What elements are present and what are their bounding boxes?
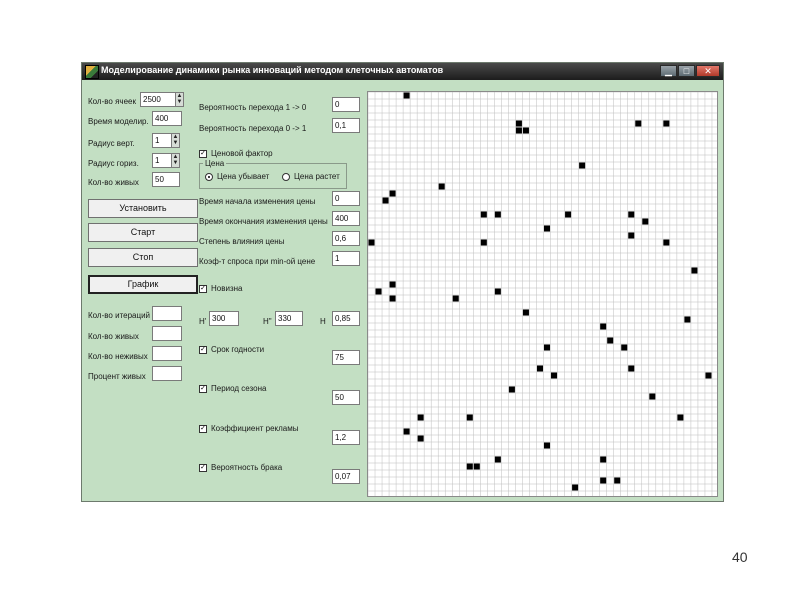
title-bar[interactable] <box>82 63 723 80</box>
alive-cell <box>635 121 641 127</box>
h2-input[interactable]: 330 <box>275 311 303 326</box>
alive-percent-label: Процент живых <box>88 372 146 381</box>
alive-cell <box>516 128 522 134</box>
alive-cell <box>684 317 690 323</box>
alive-cell <box>439 184 445 190</box>
alive-percent-field <box>152 366 182 381</box>
price-degree-input[interactable]: 0,6 <box>332 231 360 246</box>
shelf-life-checkbox[interactable]: ✓ <box>200 346 206 353</box>
alive-cell <box>544 345 550 351</box>
shelf-life-input[interactable]: 75 <box>332 350 360 365</box>
defect-label: Вероятность брака <box>211 463 283 472</box>
alive-cell <box>600 457 606 463</box>
time-input[interactable]: 400 <box>152 111 182 126</box>
alive-cell <box>614 478 620 484</box>
alive-cell <box>551 373 557 379</box>
prob-1-0-input[interactable]: 0 <box>332 97 360 112</box>
price-start-input[interactable]: 0 <box>332 191 360 206</box>
alive-cell <box>544 226 550 232</box>
radius-v-input[interactable]: 1 <box>152 133 172 148</box>
alive-cell <box>628 212 634 218</box>
slide-number: 40 <box>732 549 748 565</box>
alive-cell <box>663 121 669 127</box>
season-label: Период сезона <box>211 384 267 393</box>
alive-cell <box>474 464 480 470</box>
graph-button[interactable]: График <box>88 275 198 294</box>
price-end-input[interactable]: 400 <box>332 211 360 226</box>
alive-cell <box>523 310 529 316</box>
alive-cell <box>537 366 543 372</box>
alive-cell <box>600 478 606 484</box>
ad-coef-label: Коэффициент рекламы <box>211 424 299 433</box>
prob-1-0-label: Вероятность перехода 1 -> 0 <box>199 103 307 112</box>
alive-cell <box>390 296 396 302</box>
minimize-button[interactable]: ▁ <box>660 65 677 77</box>
alive-cell <box>523 128 529 134</box>
alive-cell <box>383 198 389 204</box>
alive-cell <box>495 212 501 218</box>
app-icon <box>85 65 99 79</box>
cells-label: Кол-во ячеек <box>88 97 136 106</box>
alive-cell <box>453 296 459 302</box>
app-window <box>81 62 724 502</box>
radius-h-label: Радиус гориз. <box>88 159 139 168</box>
h-label: Н <box>320 317 326 326</box>
alive-input[interactable]: 50 <box>152 172 180 187</box>
alive-cell <box>404 93 410 99</box>
iterations-label: Кол-во итераций <box>88 311 151 320</box>
alive-cell <box>376 289 382 295</box>
alive-cell <box>369 240 375 246</box>
alive-cell <box>495 457 501 463</box>
alive-cell <box>628 366 634 372</box>
ad-coef-checkbox[interactable]: ✓ <box>200 425 206 432</box>
stop-button[interactable]: Стоп <box>88 248 198 267</box>
alive-cell <box>572 485 578 491</box>
alive-cell <box>579 163 585 169</box>
alive-cell <box>621 345 627 351</box>
h1-label: Н' <box>199 317 207 326</box>
price-start-label: Время начала изменения цены <box>199 197 316 206</box>
alive-cell <box>495 289 501 295</box>
h2-label: Н" <box>263 317 272 326</box>
radius-h-spinner[interactable]: ▲ ▼ <box>172 154 179 166</box>
alive-cell <box>481 240 487 246</box>
alive-cell <box>663 240 669 246</box>
price-end-label: Время окончания изменения цены <box>199 217 328 226</box>
price-factor-checkbox[interactable]: ✓ <box>200 150 206 157</box>
prob-0-1-label: Вероятность перехода 0 -> 1 <box>199 124 307 133</box>
start-button[interactable]: Старт <box>88 223 198 242</box>
alive-cell <box>467 415 473 421</box>
radius-v-spinner[interactable]: ▲ ▼ <box>172 134 179 146</box>
demand-coef-label: Коэф-т спроса при min-ой цене <box>199 257 316 266</box>
maximize-button[interactable]: □ <box>678 65 695 77</box>
price-increases-radio[interactable] <box>282 173 290 181</box>
alive-label: Кол-во живых <box>88 178 139 187</box>
alive-cell <box>418 436 424 442</box>
alive-cell <box>705 373 711 379</box>
novelty-checkbox[interactable]: ✓ <box>200 285 206 292</box>
alive-count-field <box>152 326 182 341</box>
alive-cell <box>677 415 683 421</box>
alive-count-label: Кол-во живых <box>88 332 139 341</box>
dead-count-label: Кол-во неживых <box>88 352 148 361</box>
close-button[interactable]: ✕ <box>696 65 720 77</box>
price-decreases-radio[interactable] <box>205 173 213 181</box>
cells-input[interactable]: 2500 <box>140 92 176 107</box>
alive-cell <box>544 443 550 449</box>
ad-coef-input[interactable]: 1,2 <box>332 430 360 445</box>
alive-cell <box>390 191 396 197</box>
cellular-automaton-grid <box>367 91 718 497</box>
alive-cell <box>509 387 515 393</box>
shelf-life-label: Срок годности <box>211 345 265 354</box>
radius-h-input[interactable]: 1 <box>152 153 172 168</box>
alive-cell <box>691 268 697 274</box>
price-increases-label: Цена растет <box>294 172 340 181</box>
cells-spinner[interactable]: ▲ ▼ <box>176 93 183 105</box>
alive-cell <box>481 212 487 218</box>
window-title: Моделирование динамики рынка инноваций методом клеточных автоматов <box>101 65 444 75</box>
h-input[interactable]: 0,85 <box>332 311 360 326</box>
alive-cell <box>642 219 648 225</box>
install-button[interactable]: Установить <box>88 199 198 218</box>
defect-input[interactable]: 0,07 <box>332 469 360 484</box>
price-degree-label: Степень влияния цены <box>199 237 285 246</box>
alive-cell <box>649 394 655 400</box>
alive-cell <box>467 464 473 470</box>
price-group-label: Цена <box>205 159 225 168</box>
grid-canvas <box>368 92 718 497</box>
price-decreases-label: Цена убывает <box>217 172 270 181</box>
season-checkbox[interactable]: ✓ <box>200 385 206 392</box>
prob-0-1-input[interactable]: 0,1 <box>332 118 360 133</box>
season-input[interactable]: 50 <box>332 390 360 405</box>
alive-cell <box>404 429 410 435</box>
defect-checkbox[interactable]: ✓ <box>200 464 206 471</box>
alive-cell <box>418 415 424 421</box>
alive-cell <box>600 324 606 330</box>
iterations-field <box>152 306 182 321</box>
dead-count-field <box>152 346 182 361</box>
alive-cell <box>390 282 396 288</box>
novelty-label: Новизна <box>211 284 243 293</box>
price-factor-label: Ценовой фактор <box>211 149 273 158</box>
alive-cell <box>565 212 571 218</box>
alive-cell <box>516 121 522 127</box>
time-label: Время моделир. <box>88 117 149 126</box>
radius-v-label: Радиус верт. <box>88 139 135 148</box>
alive-cell <box>607 338 613 344</box>
h1-input[interactable]: 300 <box>209 311 239 326</box>
alive-cell <box>628 233 634 239</box>
demand-coef-input[interactable]: 1 <box>332 251 360 266</box>
